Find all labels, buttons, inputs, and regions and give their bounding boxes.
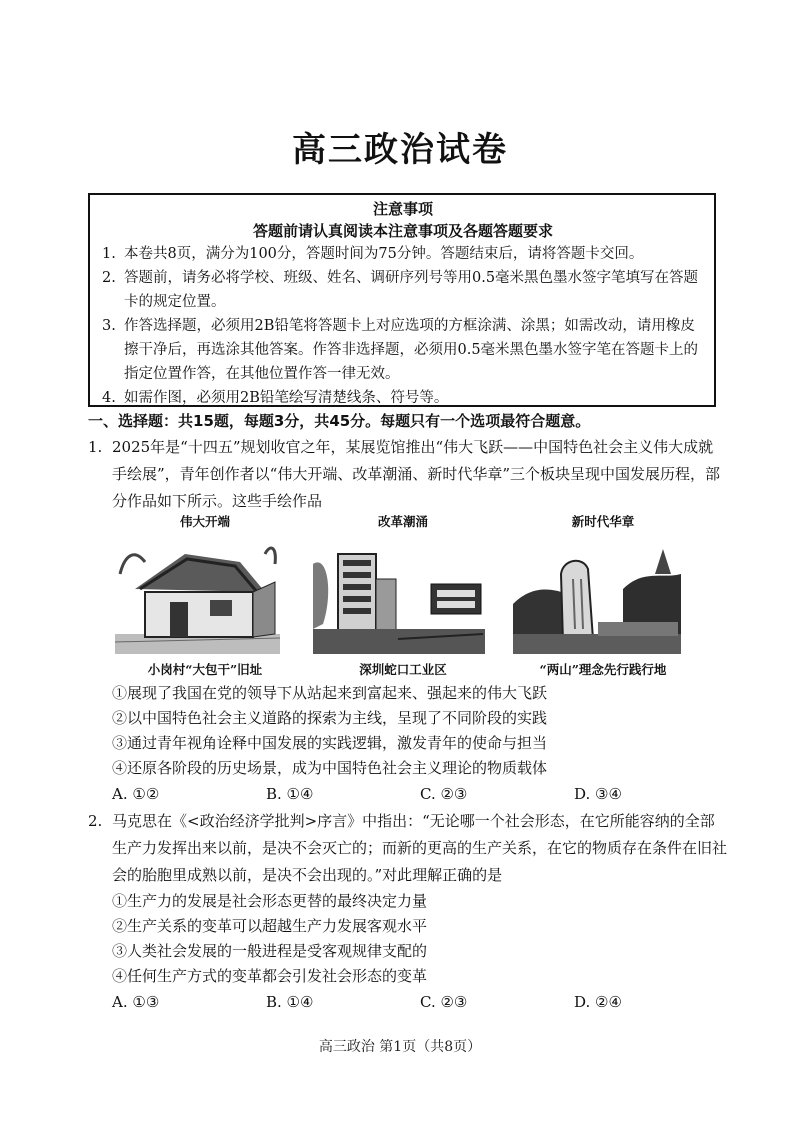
- figure-1: [115, 512, 295, 678]
- figure-top-caption: 改革潮涌: [377, 514, 428, 529]
- figure-top-caption: 新时代华章: [571, 514, 635, 529]
- choice-d[interactable]: D. ③④: [574, 785, 622, 803]
- notice-item-text: 作答选择题，必须用2B铅笔将答题卡上对应选项的方框涂满、涂黑；如需改动，请用橡皮擦干净后，再选涂其他答案。作答非选择题，必须用0.5毫米黑色墨水签字笔在答题卡上的指定位置作答，在其他位置作答一律无效。: [124, 318, 699, 382]
- figure-bottom-caption: 小岗村“大包干”旧址: [147, 662, 263, 677]
- notice-item-text: 本卷共8页，满分为100分，答题时间为75分钟。答题结束后，请将答题卡交回。: [124, 246, 644, 262]
- question-stem: [88, 434, 728, 515]
- statement-option: ③人类社会发展的一般进程是受客观规律支配的: [112, 942, 428, 960]
- statement-option: ④还原各阶段的历史场景，成为中国特色社会主义理论的物质载体: [112, 759, 548, 777]
- choice-c[interactable]: C. ②③: [420, 785, 468, 803]
- question-number: 2.: [88, 812, 103, 830]
- choice-a[interactable]: A. ①③: [112, 993, 160, 1011]
- notice-item-num: 1.: [102, 246, 116, 262]
- notice-item-num: 2.: [102, 270, 116, 286]
- notice-item-text: 如需作图，必须用2B铅笔绘写清楚线条、符号等。: [124, 390, 449, 406]
- notice-subheading: 答题前请认真阅读本注意事项及各题答题要求: [252, 222, 553, 240]
- figure-row: [115, 512, 695, 682]
- choice-d[interactable]: D. ②④: [574, 993, 622, 1011]
- choice-b[interactable]: B. ①④: [266, 993, 314, 1011]
- answer-choices: [88, 989, 728, 1015]
- section-header: 一、选择题：共15题，每题3分，共45分。每题只有一个选项最符合题意。: [88, 412, 591, 430]
- statement-option: ①生产力的发展是社会形态更替的最终决定力量: [112, 892, 428, 910]
- notice-item-text: 答题前，请务必将学校、班级、姓名、调研序列号等用0.5毫米黑色墨水签字笔填写在答题卡的规定位置。: [124, 270, 699, 310]
- question-1: [88, 434, 728, 515]
- notice-item: [102, 266, 704, 314]
- choice-a[interactable]: A. ①②: [112, 785, 160, 803]
- choice-b[interactable]: B. ①④: [266, 785, 314, 803]
- question-2: [88, 808, 728, 1015]
- notice-heading: 注意事项: [372, 200, 433, 218]
- notice-item: [102, 386, 704, 410]
- notice-item-num: 3.: [102, 318, 116, 334]
- statement-option: ③通过青年视角诠释中国发展的实践逻辑，激发青年的使命与担当: [112, 734, 548, 752]
- question-text: 马克思在《<政治经济学批判>序言》中指出：“无论哪一个社会形态，在它所能容纳的全部生产力发挥出来以前，是决不会灭亡的；而新的更高的生产关系，在它的物质存在条件在旧社会的胎胞里成熟以前，是决不会出现的。”对此理解正确的是: [112, 812, 728, 884]
- question-number: 1.: [88, 438, 103, 456]
- answer-choices: [88, 781, 728, 807]
- statement-option: ②以中国特色社会主义道路的探索为主线，呈现了不同阶段的实践: [112, 709, 548, 727]
- figure-3: [513, 512, 693, 678]
- figure-top-caption: 伟大开端: [179, 514, 230, 529]
- figure-bottom-caption: “两山”理念先行践行地: [539, 662, 667, 677]
- figure-2: [313, 512, 493, 678]
- statement-option: ②生产关系的变革可以超越生产力发展客观水平: [112, 917, 428, 935]
- factory-illustration: [313, 534, 485, 654]
- statement-option: ①展现了我国在党的领导下从站起来到富起来、强起来的伟大飞跃: [112, 684, 548, 702]
- figure-bottom-caption: 深圳蛇口工业区: [359, 662, 447, 677]
- question-stem: [88, 808, 728, 889]
- stone-monument-illustration: [513, 534, 681, 654]
- question-text: 2025年是“十四五”规划收官之年，某展览馆推出“伟大飞跃——中国特色社会主义伟大成就手绘展”，青年创作者以“伟大开端、改革潮涌、新时代华章”三个板块呈现中国发展历程，部分作品如下所示。这些手绘作品: [112, 438, 721, 510]
- notice-item-num: 4.: [102, 390, 116, 406]
- page-title: 高三政治试卷: [292, 130, 508, 170]
- notice-item: [102, 242, 704, 266]
- page-footer: 高三政治 第1页（共8页）: [318, 1039, 482, 1055]
- hut-illustration: [115, 534, 280, 654]
- question-1-options: [88, 681, 728, 807]
- statement-option: ④任何生产方式的变革都会引发社会形态的变革: [112, 967, 428, 985]
- notice-item: [102, 314, 704, 386]
- choice-c[interactable]: C. ②③: [420, 993, 468, 1011]
- notice-box: [88, 193, 716, 407]
